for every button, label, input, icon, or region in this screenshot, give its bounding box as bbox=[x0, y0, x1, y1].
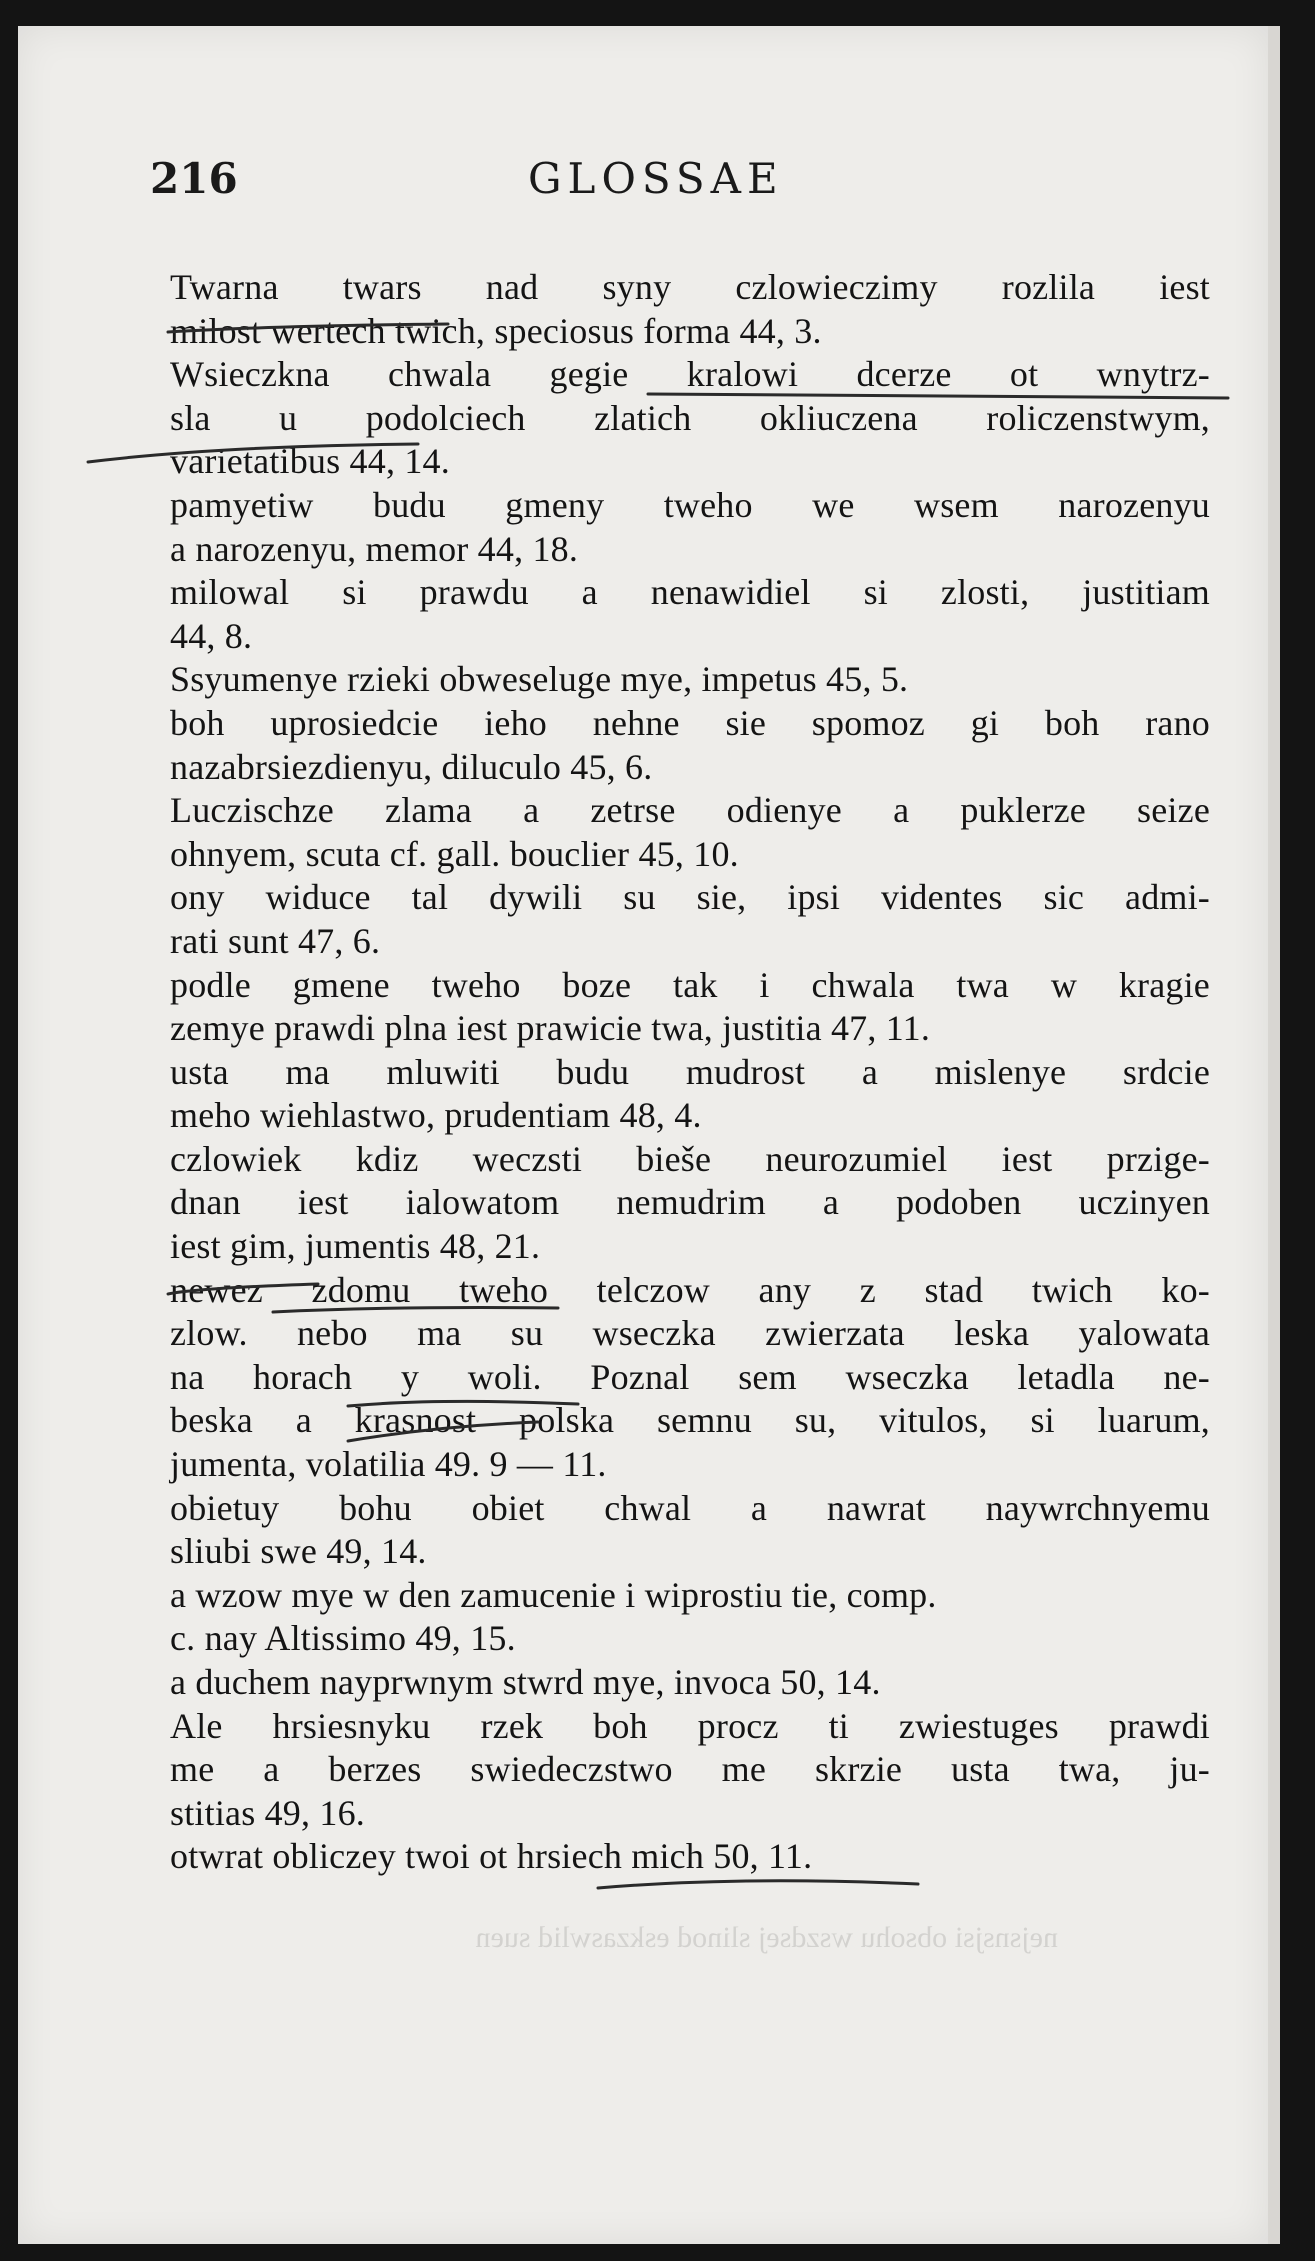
text-line: pamyetiw budu gmeny tweho we wsem narozenyu bbox=[170, 484, 1210, 525]
text-line: iest gim, jumentis 48, 21. bbox=[170, 1226, 541, 1267]
text-line: Luczischze zlama a zetrse odienye a puklerze seize bbox=[170, 790, 1210, 831]
text-line: varietatibus 44, 14. bbox=[170, 441, 450, 482]
text-line: obietuy bohu obiet chwal a nawrat naywrchnyemu bbox=[170, 1487, 1210, 1528]
text-line: otwrat obliczey twoi ot hrsiech mich 50, 11. bbox=[170, 1836, 813, 1877]
text-line: newez zdomu tweho telczow any z stad twich ko- bbox=[170, 1269, 1210, 1310]
text-line: podle gmene tweho boze tak i chwala twa w kragie bbox=[170, 964, 1210, 1005]
text-line: zlow. nebo ma su wseczka zwierzata leska yalowata bbox=[170, 1313, 1210, 1354]
text-line: rati sunt 47, 6. bbox=[170, 920, 381, 961]
text-line: milowal si prawdu a nenawidiel si zlosti, justitiam bbox=[170, 572, 1210, 613]
text-line: zemye prawdi plna iest prawicie twa, justitia 47, 11. bbox=[170, 1008, 931, 1049]
text-line: Ssyumenye rzieki obweseluge mye, impetus 45, 5. bbox=[170, 659, 909, 700]
text-line: a duchem nayprwnym stwrd mye, invoca 50, 14. bbox=[170, 1662, 881, 1702]
text-line: stitias 49, 16. bbox=[170, 1792, 366, 1833]
text-line: a wzow mye w den zamucenie i wiprostiu tie, comp. bbox=[170, 1574, 937, 1615]
glossary-text bbox=[170, 266, 1210, 1879]
text-line: Ale hrsiesnyku rzek boh procz ti zwiestuges prawdi bbox=[170, 1705, 1210, 1746]
text-line: sliubi swe 49, 14. bbox=[170, 1531, 427, 1572]
page-header bbox=[18, 154, 1268, 234]
text-line: na horach y woli. Poznal sem wseczka letadla ne- bbox=[170, 1356, 1210, 1397]
text-line: dnan iest ialowatom nemudrim a podoben uczinyen bbox=[170, 1182, 1210, 1223]
text-line: ony widuce tal dywili su sie, ipsi videntes sic admi- bbox=[170, 877, 1210, 918]
text-line: usta ma mluwiti budu mudrost a mislenye srdcie bbox=[170, 1051, 1210, 1092]
text-line: Wsieczkna chwala gegie kralowi dcerze ot wnytrz- bbox=[170, 354, 1210, 395]
page-number: 216 bbox=[150, 154, 238, 203]
text-line: c. nay Altissimo 49, 15. bbox=[170, 1618, 516, 1659]
text-line: czlowiek kdiz weczsti bieše neurozumiel iest przige- bbox=[170, 1138, 1210, 1179]
text-line: nazabrsiezdienyu, diluculo 45, 6. bbox=[170, 746, 653, 787]
text-line: ohnyem, scuta cf. gall. bouclier 45, 10. bbox=[170, 833, 739, 874]
text-line: meho wiehlastwo, prudentiam 48, 4. bbox=[170, 1095, 702, 1136]
text-line: sla u podolciech zlatich okliuczena roliczenstwym, bbox=[170, 397, 1210, 438]
underline-mark bbox=[598, 1881, 918, 1888]
page-edge bbox=[1268, 26, 1280, 2244]
text-line: Twarna twars nad syny czlowieczimy rozlila iest bbox=[170, 267, 1210, 307]
text-line: me a berzes swiedeczstwo me skrzie usta twa, ju- bbox=[170, 1749, 1210, 1790]
bleed-through-text: nejsnsjsi obsohu wszdsej slinod eskzaswlid suen bbox=[475, 1921, 1058, 1954]
running-head: GLOSSAE bbox=[528, 154, 784, 203]
text-line: beska a krasnost polska semnu su, vitulos, si luarum, bbox=[170, 1400, 1210, 1441]
text-line: boh uprosiedcie ieho nehne sie spomoz gi boh rano bbox=[170, 702, 1210, 743]
text-line: a narozenyu, memor 44, 18. bbox=[170, 528, 579, 569]
text-line: jumenta, volatilia 49. 9 — 11. bbox=[170, 1444, 607, 1485]
text-line: 44, 8. bbox=[170, 615, 253, 656]
text-line: milost wertech twich, speciosus forma 44, 3. bbox=[170, 310, 822, 351]
book-page bbox=[18, 26, 1268, 2244]
